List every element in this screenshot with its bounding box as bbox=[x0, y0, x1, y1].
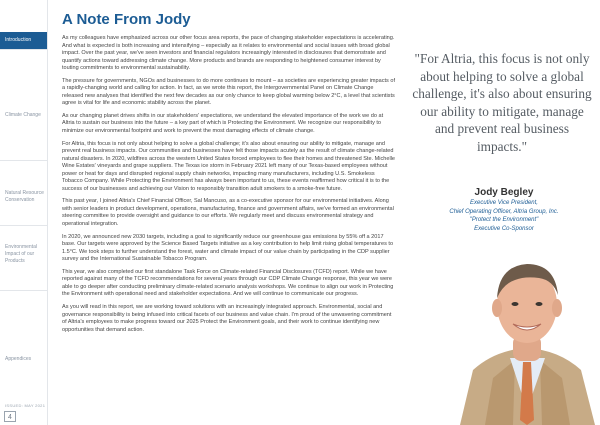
signature-title: Chief Operating Officer, Altria Group, Inc. bbox=[449, 208, 559, 215]
nav-divider bbox=[0, 160, 47, 161]
paragraph: As you will read in this report, we are working toward solutions with an increasingly integrated approach. Environmental, social and governance responsibility is being infused into critical facets of our business and value chain. I'm proud of the unwavering commitment of Altria's employees to make progress toward our 2025 Protect the Environment goals, and their work to continue identifying new opportunities that demand action. bbox=[62, 303, 392, 333]
sidebar-item-introduction[interactable]: Introduction bbox=[0, 32, 47, 49]
paragraph: In 2020, we announced new 2030 targets, including a goal to significantly reduce our greenhouse gas emissions by 55% off a 2017 base. Our targets were approved by the Science Based Targets initiative as a key contribution to help limit rising global temperatures to 1.5°C. We took steps to further understand the forest, water and climate impact of our value chain by participating in the CDP supplier survey and the International Sustainable Tobacco Program. bbox=[62, 233, 394, 263]
page-number: 4 bbox=[4, 411, 16, 422]
nav-divider bbox=[0, 290, 47, 291]
paragraph: This past year, I joined Altria's Chief Financial Officer, Sal Mancuso, as a co-executive sponsor for our environmental initiatives. Along with senior leaders in product development, operations, manufacturing, finance and government affairs, we've formed an environmental steering committee to provide oversight and guidance to our efforts. We regularly meet and discuss environmental strategy and operational integration. bbox=[62, 198, 394, 228]
nav-divider bbox=[0, 225, 47, 226]
page-title: A Note From Jody bbox=[62, 11, 191, 28]
paragraph: As our changing planet drives shifts in our stakeholders' expectations, we understand the elevated importance of the work we do at Altria to sustain our business into the future – a key part of which is Protecting the Environment. We recognize our responsibility to minimize our environmental footprint and work to prevent the most damaging effects of climate change. bbox=[62, 112, 384, 135]
sidebar-item-climate-change[interactable]: Climate Change bbox=[5, 112, 41, 118]
nav-divider bbox=[0, 49, 47, 50]
portrait-photo bbox=[455, 250, 600, 425]
issued-date: ISSUED: MAY 2021 bbox=[5, 403, 46, 408]
paragraph: This year, we also completed our first standalone Task Force on Climate-related Financial Disclosures (TCFD) report. While we have reported against many of the TCFD recommendations for several years through our CDP Climate Change response, this year we were able to go deeper after conducting preliminary climate-related scenario analysis workshops. We continue to align our work in Protecting the Environment with operational need and stakeholder expectations. And we will continue to communicate our progress. bbox=[62, 268, 394, 298]
signature-role: Executive Co-Sponsor bbox=[474, 225, 534, 232]
signature-name: Jody Begley bbox=[474, 187, 534, 198]
paragraph: The pressure for governments, NGOs and businesses to do more continues to mount – as societies are experiencing greater impacts of a rapidly-changing world and calling for action. In fact, as we wrote this report, the Intergovernmental Panel on Climate Change released new analyses that identified the next few decades as our only chance to keep global warming below 2°C, a level that scientists agree is vital for life and economic stability across the planet. bbox=[62, 77, 395, 107]
signature-role: "Protect the Environment" bbox=[469, 217, 539, 223]
sidebar-item-natural-resource-conservation[interactable]: Natural Resource Conservation bbox=[5, 190, 44, 203]
signature-title: Executive Vice President, bbox=[470, 200, 538, 206]
letter-body bbox=[62, 35, 396, 339]
paragraph: For Altria, this focus is not only about helping to solve a global challenge; it's also about ensuring our ability to mitigate, manage and prevent real business impacts. Our communities and businesses have felt those impacts acutely as the result of climate change-related natural disasters. In 2020, wildfires across the western United States forced employees to flee their homes and threatened Ste. Michelle Wine Estates' vineyards and grape suppliers. The Texas ice storm in February 2021 left many of our Texas-based employees without power or heat for days and disrupted regional supply chain networks, impacting many manufacturers, including U.S. Smokeless Tobacco Company. While Protecting the Environment has always been important to us, these events reaffirmed how critical it is to the success of our businesses and achieving our Vision to responsibly transition adult smokers to a smoke-free future. bbox=[62, 140, 395, 192]
signature-block bbox=[416, 186, 592, 233]
portrait-illustration bbox=[455, 250, 600, 425]
sidebar-item-appendices[interactable]: Appendices bbox=[5, 356, 32, 362]
sidebar-item-environmental-impact[interactable]: Environmental Impact of our Products bbox=[5, 244, 37, 264]
paragraph: As my colleagues have emphasized across our other focus area reports, the pace of changing stakeholder expectations is accelerating. And what is expected is both increasing and intensifying – especially as it relates to environmental and social issues with broad global impact. Over the past year, we've seen investors and financial regulators increasingly interested in disclosures that demonstrate and quantify actions toward addressing climate change. More products and brands are responding to heightened consumer interest by touting commitments to environmental sustainability. bbox=[62, 35, 395, 72]
sidebar-nav bbox=[0, 0, 48, 425]
pull-quote: "For Altria, this focus is not only about helping to solve a global challenge, it's also about ensuring our ability to mitigate, manage and prevent real business impacts." bbox=[412, 51, 592, 154]
